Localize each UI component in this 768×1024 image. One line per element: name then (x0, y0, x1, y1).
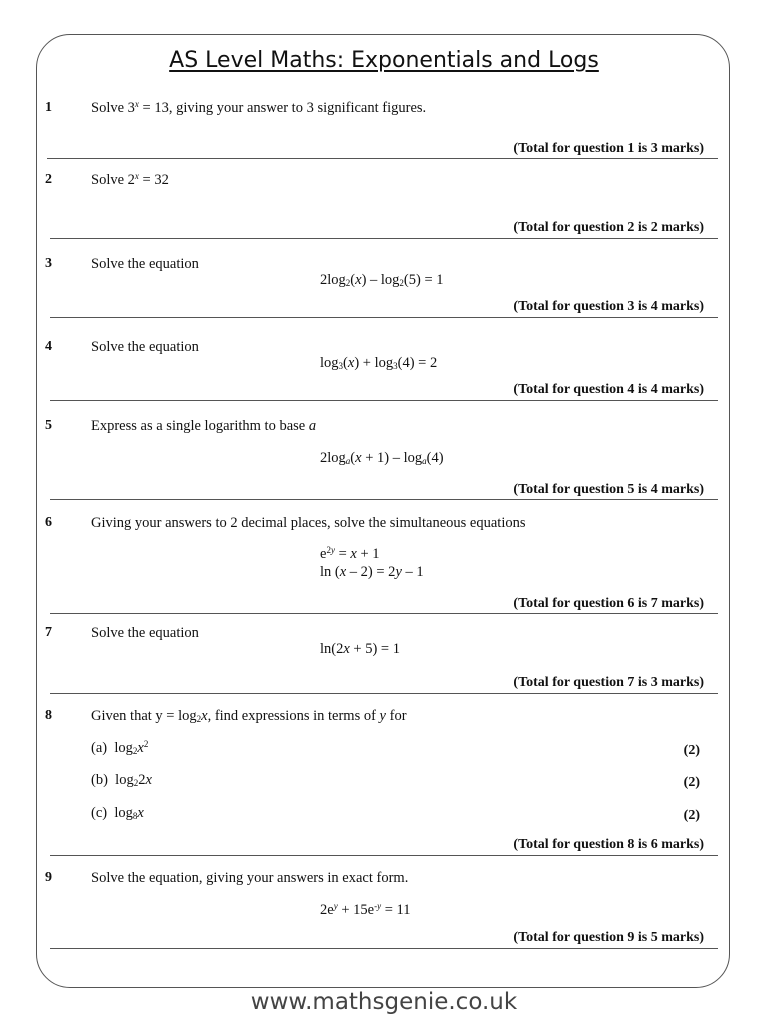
question-1-total: (Total for question 1 is 3 marks) (513, 141, 704, 156)
question-3-number: 3 (45, 256, 52, 271)
question-9-equation: $2e^y + 15e^{-y} = 11$ (320, 901, 411, 918)
question-4-text: Solve the equation (91, 339, 199, 355)
question-4-number: 4 (45, 339, 52, 354)
question-6-number: 6 (45, 515, 52, 530)
question-7-number: 7 (45, 625, 52, 640)
question-1-text: Solve $3^x = 13$, giving your answer to 3 significant figures. (91, 99, 427, 116)
divider (50, 499, 718, 500)
question-7-total: (Total for question 7 is 3 marks) (513, 675, 704, 690)
divider (50, 238, 718, 239)
question-6-equation-2: ln (x – 2) = 2y – 1 (320, 564, 424, 580)
divider (50, 613, 718, 614)
footer-url: www.mathsgenie.co.uk (250, 989, 518, 1015)
divider (50, 855, 718, 856)
question-4-total: (Total for question 4 is 4 marks) (513, 382, 704, 397)
question-6-text: Giving your answers to 2 decimal places, solve the simultaneous equations (91, 515, 526, 531)
question-9-total: (Total for question 9 is 5 marks) (513, 930, 704, 945)
question-8-part-c: (c) $\log_8x$ (91, 805, 144, 821)
question-5-equation: $2\log_a(x + 1) - \log_a(4)$ (320, 450, 444, 466)
question-4-equation: $\log_3(x) + \log_3(4) = 2$ (320, 355, 438, 371)
question-8-text: Given that $y = \log_2x$, find expressions in terms of y for (91, 708, 407, 724)
question-8-total: (Total for question 8 is 6 marks) (513, 837, 704, 852)
question-1-number: 1 (45, 100, 52, 115)
question-3-text: Solve the equation (91, 256, 199, 272)
divider (47, 158, 718, 159)
question-6-equation-1: $e^{2y} = x + 1$ (320, 545, 380, 562)
question-5-text: Express as a single logarithm to base a (91, 418, 317, 434)
question-6-total: (Total for question 6 is 7 marks) (513, 596, 704, 611)
question-9-text: Solve the equation, giving your answers in exact form. (91, 870, 409, 886)
question-8-part-a: (a) $\log_2x^2$ (91, 739, 149, 756)
question-8-number: 8 (45, 708, 52, 723)
question-3-equation: $2\log_2(x) - \log_2(5) = 1$ (320, 272, 444, 288)
question-9-number: 9 (45, 870, 52, 885)
question-2-text: Solve $2^x = 32$ (91, 171, 169, 188)
divider (50, 693, 718, 694)
page-title: AS Level Maths: Exponentials and Logs (169, 48, 599, 73)
question-7-equation: ln(2x + 5) = 1 (320, 641, 400, 657)
question-8-part-b-marks: (2) (683, 775, 700, 790)
question-5-number: 5 (45, 418, 52, 433)
question-2-total: (Total for question 2 is 2 marks) (513, 220, 704, 235)
question-3-total: (Total for question 3 is 4 marks) (513, 299, 704, 314)
question-7-text: Solve the equation (91, 625, 199, 641)
question-8-part-b: (b) $\log_22x$ (91, 772, 152, 788)
question-5-total: (Total for question 5 is 4 marks) (513, 482, 704, 497)
divider (50, 317, 718, 318)
divider (50, 400, 718, 401)
question-8-part-c-marks: (2) (683, 808, 700, 823)
question-8-part-a-marks: (2) (683, 743, 700, 758)
divider (50, 948, 718, 949)
question-2-number: 2 (45, 172, 52, 187)
